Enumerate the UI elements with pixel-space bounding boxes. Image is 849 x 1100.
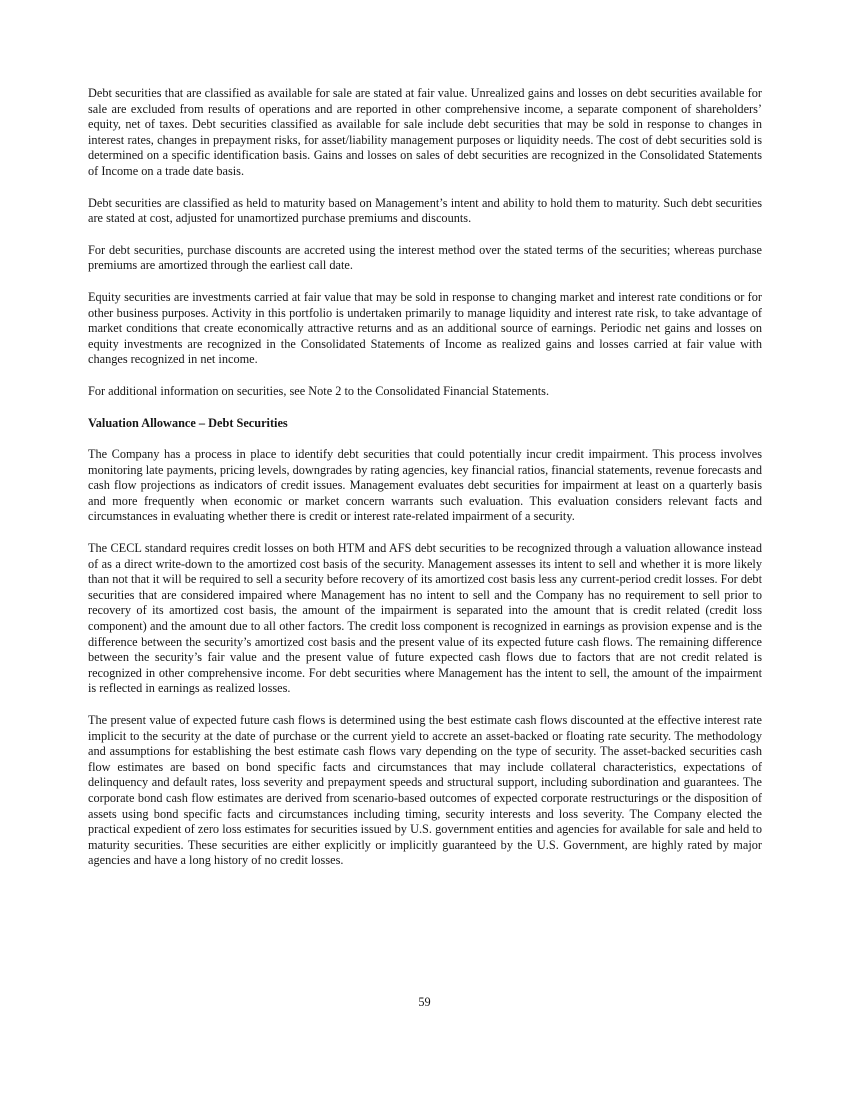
paragraph-equity-securities: Equity securities are investments carried at fair value that may be sold in response to changing market and interest rate conditions or for other business purposes. Activity in this portfolio is undertaken primarily to manage liquidity and interest rate risk, to take advantage of market conditions that create economically attractive returns and as an additional source of earnings. Periodic net gains and losses on equity investments are recognized in the Consolidated Statements of Income as realized gains and losses carried at fair value with changes recognized in net income.: [88, 289, 762, 367]
section-heading-valuation-allowance: Valuation Allowance – Debt Securities: [88, 415, 288, 430]
paragraph-htm-debt-securities: Debt securities are classified as held to maturity based on Management’s intent and ability to hold them to maturity. Such debt securities are stated at cost, adjusted for unamortized purchase premiums and discounts.: [88, 195, 762, 226]
page-number: 59: [418, 995, 431, 1009]
paragraph-purchase-discounts: For debt securities, purchase discounts are accreted using the interest method over the stated terms of the securities; whereas purchase premiums are amortized through the earliest call date.: [88, 242, 762, 273]
document-body: [88, 86, 762, 885]
paragraph-afs-debt-securities: Debt securities that are classified as available for sale are stated at fair value. Unrealized gains and losses on debt securities available for sale are excluded from results of operations and are reported in other comprehensive income, a separate component of shareholders’ equity, net of taxes. Debt securities classified as available for sale include debt securities that may be sold in response to changes in interest rates, changes in prepayment risks, for asset/liability management purposes or liquidity needs. The cost of debt securities sold is determined on a specific identification basis. Gains and losses on sales of debt securities are recognized in the Consolidated Statements of Income on a trade date basis.: [88, 86, 762, 178]
paragraph-additional-information: For additional information on securities, see Note 2 to the Consolidated Financial Statements.: [88, 383, 550, 398]
paragraph-present-value-cash-flows: The present value of expected future cash flows is determined using the best estimate cash flows discounted at the effective interest rate implicit to the security at the date of purchase or the current yield to accrete an asset-backed or floating rate security. The methodology and assumptions for establishing the best estimate cash flows vary depending on the type of security. The asset-backed securities cash flow estimates are based on bond specific facts and circumstances that may include collateral characteristics, expectations of delinquency and default rates, loss severity and prepayment speeds and structural support, including subordination and guarantees. The corporate bond cash flow estimates are derived from scenario-based outcomes of expected corporate restructurings or the disposition of assets using bond specific facts and circumstances including timing, security interests and loss severity. The Company elected the practical expedient of zero loss estimates for securities issued by U.S. government entities and agencies for available for sale and held to maturity securities. These securities are either explicitly or implicitly guaranteed by the U.S. Government, are highly rated by major agencies and have a long history of no credit losses.: [88, 713, 762, 868]
paragraph-cecl-standard: The CECL standard requires credit losses on both HTM and AFS debt securities to be recognized through a valuation allowance instead of as a direct write-down to the amortized cost basis of the security. Management assesses its intent to sell and whether it is more likely than not that it will be required to sell a security before recovery of its amortized cost basis less any current-period credit losses. For debt securities that are considered impaired where Management has no intent to sell and the Company has no requirement to sell prior to recovery of its amortized cost basis, the amount of the impairment is separated into the amount that is credit related (credit loss component) and the amount due to all other factors. The credit loss component is recognized in earnings as provision expense and is the difference between the security’s amortized cost basis and the present value of its expected future cash flows. The remaining difference between the security’s fair value and the present value of future expected cash flows due to factors that are not credit related is recognized in other comprehensive income. For debt securities where Management has the intent to sell, the amount of the impairment is reflected in earnings as realized losses.: [88, 541, 762, 696]
paragraph-impairment-process: The Company has a process in place to identify debt securities that could potentially incur credit impairment. This process involves monitoring late payments, pricing levels, downgrades by rating agencies, key financial ratios, financial statements, revenue forecasts and cash flow projections as indicators of credit issues. Management evaluates debt securities for impairment at least on a quarterly basis and more frequently when economic or market concern warrants such evaluation. This evaluation considers relevant facts and circumstances in evaluating whether there is credit or interest rate-related impairment of a security.: [88, 447, 762, 524]
